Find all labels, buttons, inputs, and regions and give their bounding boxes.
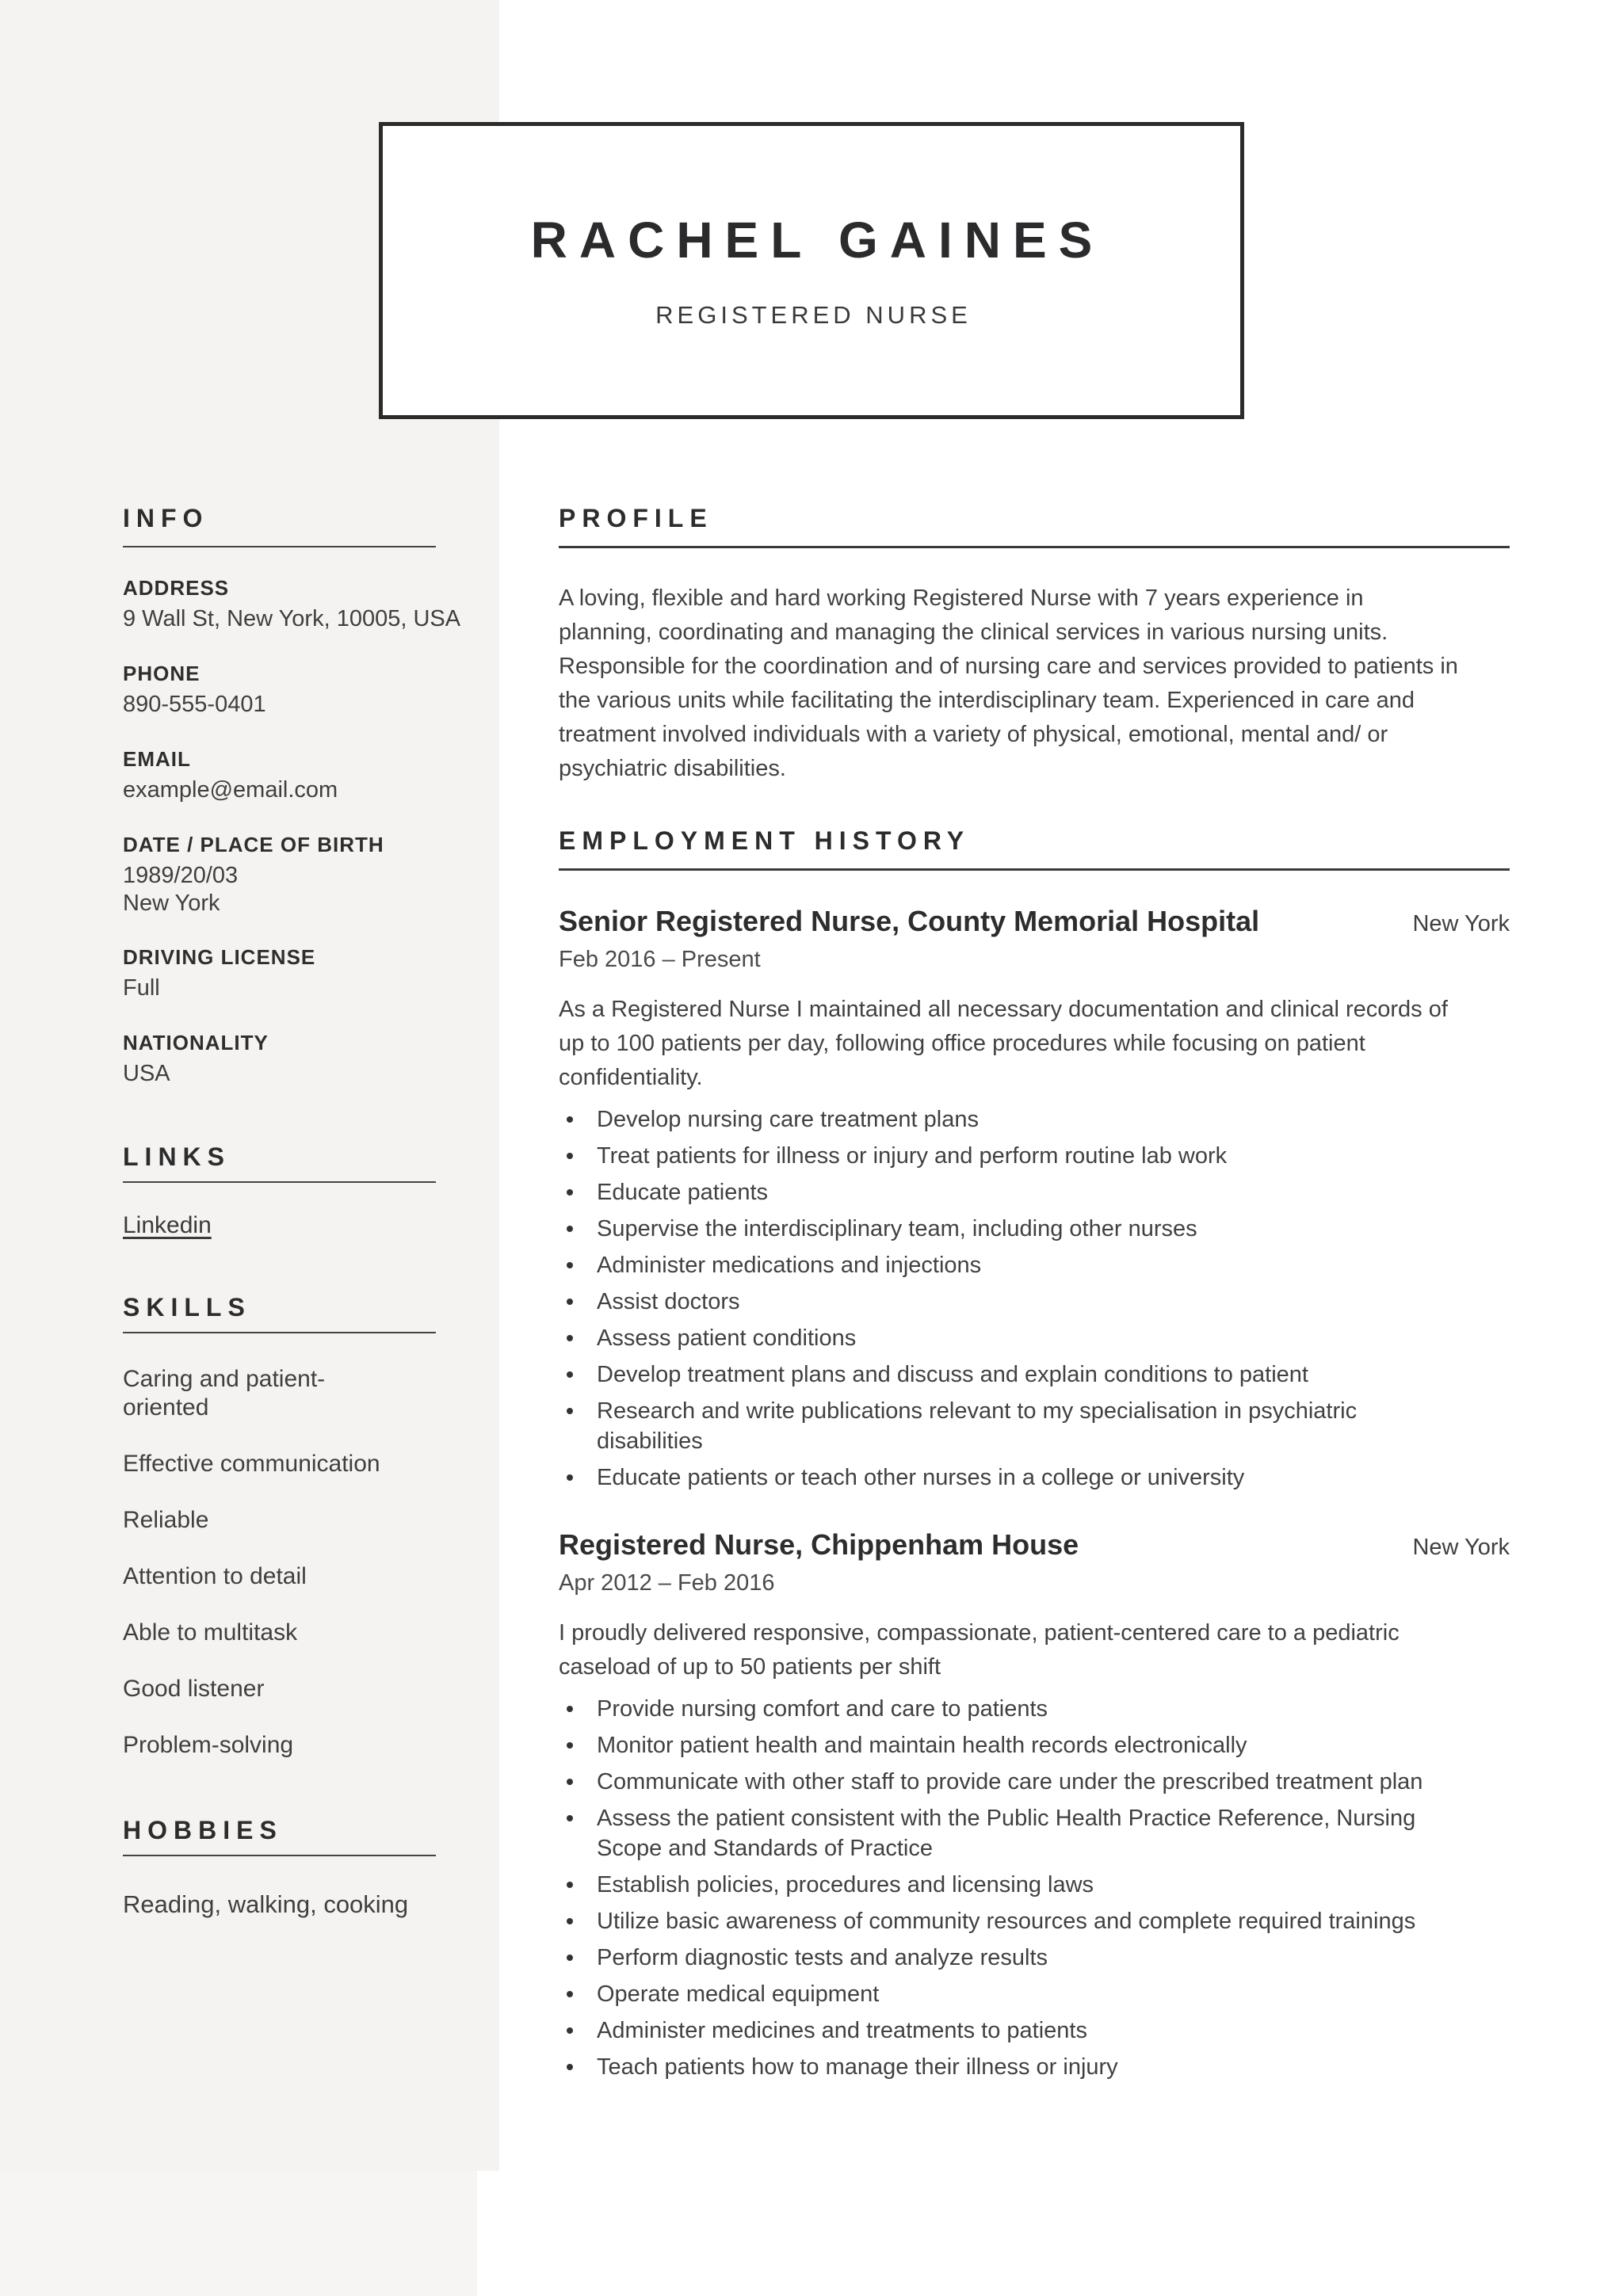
- job-location: New York: [1412, 1535, 1510, 1560]
- bullet-text: Assess patient conditions: [597, 1325, 857, 1351]
- bullet-text: Treat patients for illness or injury and perform routine lab work: [597, 1143, 1228, 1169]
- job-bullet-item: [559, 1870, 1510, 1900]
- bullet-text: Utilize basic awareness of community resources and complete required trainings: [597, 1909, 1416, 1934]
- bullet-text: Educate patients or teach other nurses in a college or university: [597, 1465, 1245, 1490]
- bullet-dot-icon: [567, 1991, 573, 1997]
- bullet-text: Provide nursing comfort and care to patients: [597, 1696, 1048, 1722]
- bullet-dot-icon: [567, 1742, 573, 1749]
- job-bullet-item: [559, 1463, 1510, 1493]
- bullet-dot-icon: [567, 1918, 573, 1924]
- linkedin-link[interactable]: Linkedin: [123, 1212, 212, 1238]
- profile-heading: PROFILE: [559, 504, 713, 532]
- info-field-value: New York: [123, 891, 220, 916]
- info-field: [123, 945, 436, 1002]
- skill-item: Caring and patient-oriented: [123, 1366, 326, 1421]
- job-bullet-item: [559, 1177, 1510, 1207]
- links-heading: LINKS: [123, 1142, 231, 1171]
- bullet-dot-icon: [567, 1299, 573, 1305]
- skill-item: Problem-solving: [123, 1732, 294, 1758]
- skill-item: Good listener: [123, 1676, 265, 1702]
- job-bullet-item: [559, 1287, 1510, 1317]
- bullet-dot-icon: [567, 1335, 573, 1341]
- bullet-text: Operate medical equipment: [597, 1981, 880, 2007]
- bullet-text: Supervise the interdisciplinary team, including other nurses: [597, 1216, 1197, 1241]
- job-bullet-item: [559, 1979, 1510, 2009]
- links-list: [123, 1183, 436, 1240]
- profile-text: A loving, flexible and hard working Registered Nurse with 7 years experience in planning, coordinating and managing the clinical services in various nursing units. Responsible for the coordination and of nursing care and services provided to patients in the various units while facilitating the interdisciplinary team. Experienced in care and treatment involved individuals with a variety of physical, emotional, mental and/ or psychiatric disabilities.: [559, 585, 1458, 781]
- bullet-text: Educate patients: [597, 1180, 769, 1205]
- info-field-value: 890-555-0401: [123, 692, 266, 717]
- bullet-dot-icon: [567, 1474, 573, 1481]
- info-field-value: USA: [123, 1061, 170, 1086]
- bullet-text: Develop nursing care treatment plans: [597, 1107, 979, 1132]
- job-bullet-item: [559, 1803, 1510, 1863]
- bullet-text: Develop treatment plans and discuss and explain conditions to patient: [597, 1362, 1308, 1387]
- section-skills: [123, 1294, 436, 1760]
- job-bullet-item: [559, 1767, 1510, 1797]
- info-field-label: EMAIL: [123, 747, 191, 771]
- job-location: New York: [1412, 911, 1510, 936]
- info-heading: INFO: [123, 504, 209, 532]
- skill-item: Attention to detail: [123, 1563, 307, 1589]
- job-bullet-item: [559, 1141, 1510, 1171]
- bullet-text: Assist doctors: [597, 1289, 740, 1314]
- info-field: [123, 576, 461, 633]
- section-info: [123, 504, 461, 1088]
- bullet-dot-icon: [567, 1371, 573, 1378]
- job-bullet-item: [559, 1943, 1510, 1973]
- bullet-text: Monitor patient health and maintain health records electronically: [597, 1733, 1247, 1758]
- name-box: [379, 122, 1244, 419]
- bullet-dot-icon: [567, 1116, 573, 1123]
- job-bullet-item: [559, 1360, 1510, 1390]
- section-employment: [559, 827, 1510, 2082]
- job: [559, 906, 1510, 1493]
- job-bullet-item: [559, 1323, 1510, 1353]
- job-bullet-list: [559, 1104, 1510, 1493]
- info-field-value: example@email.com: [123, 777, 338, 803]
- section-hobbies: [123, 1817, 436, 1920]
- hobbies-heading: HOBBIES: [123, 1816, 283, 1844]
- profile-divider: [559, 546, 1510, 548]
- job-header: [559, 1529, 1510, 1561]
- bullet-text: Administer medicines and treatments to patients: [597, 2018, 1087, 2043]
- info-field: [123, 662, 436, 719]
- bullet-dot-icon: [567, 1189, 573, 1196]
- info-field-label: ADDRESS: [123, 576, 230, 600]
- bullet-dot-icon: [567, 1955, 573, 1961]
- job-bullet-item: [559, 1396, 1510, 1456]
- info-fields: [123, 576, 461, 1088]
- info-field: [123, 1031, 436, 1088]
- job-header: [559, 906, 1510, 937]
- bullet-dot-icon: [567, 1408, 573, 1414]
- bullet-text: Perform diagnostic tests and analyze results: [597, 1945, 1048, 1970]
- bullet-dot-icon: [567, 2064, 573, 2070]
- job-summary: As a Registered Nurse I maintained all necessary documentation and clinical records of up to 100 patients per day, following office procedures while focusing on patient confidentiality.: [559, 997, 1448, 1090]
- skills-list: [123, 1365, 436, 1760]
- bullet-text: Teach patients how to manage their illness or injury: [597, 2054, 1118, 2080]
- job-bullet-item: [559, 1694, 1510, 1724]
- job-title: Registered Nurse, Chippenham House: [559, 1528, 1079, 1561]
- info-field: [123, 747, 436, 804]
- main-column: [559, 505, 1510, 2088]
- skills-heading: SKILLS: [123, 1293, 251, 1322]
- bullet-dot-icon: [567, 1226, 573, 1232]
- hobbies-text: Reading, walking, cooking: [123, 1890, 409, 1918]
- info-divider: [123, 546, 436, 547]
- skill-item: Effective communication: [123, 1451, 380, 1477]
- bullet-text: Administer medications and injections: [597, 1253, 982, 1278]
- job-bullet-item: [559, 1250, 1510, 1280]
- job-bullet-item: [559, 1104, 1510, 1135]
- job-bullet-item: [559, 1730, 1510, 1760]
- employment-heading: EMPLOYMENT HISTORY: [559, 826, 971, 855]
- bullet-text: Establish policies, procedures and licensing laws: [597, 1872, 1094, 1897]
- info-field-value: Full: [123, 975, 160, 1001]
- job-period: Apr 2012 – Feb 2016: [559, 1570, 775, 1596]
- job: [559, 1529, 1510, 2082]
- bullet-dot-icon: [567, 1706, 573, 1712]
- bullet-text: Communicate with other staff to provide care under the prescribed treatment plan: [597, 1769, 1423, 1794]
- bullet-text: Assess the patient consistent with the Public Health Practice Reference, Nursing Scope and Standards of Practice: [597, 1806, 1416, 1861]
- info-field-value: 9 Wall St, New York, 10005, USA: [123, 606, 461, 631]
- bullet-dot-icon: [567, 2027, 573, 2034]
- bullet-dot-icon: [567, 1262, 573, 1268]
- employment-divider: [559, 868, 1510, 871]
- person-title: REGISTERED NURSE: [655, 300, 972, 329]
- person-name: RACHEL GAINES: [530, 211, 1105, 269]
- job-bullet-item: [559, 2052, 1510, 2082]
- bullet-text: Research and write publications relevant to my specialisation in psychiatric disabilities: [597, 1398, 1358, 1454]
- sidebar: [123, 504, 461, 1920]
- jobs-container: [559, 906, 1510, 2082]
- job-bullet-list: [559, 1694, 1510, 2082]
- bullet-dot-icon: [567, 1779, 573, 1785]
- section-links: [123, 1143, 436, 1240]
- job-bullet-item: [559, 2016, 1510, 2046]
- bullet-dot-icon: [567, 1153, 573, 1159]
- job-bullet-item: [559, 1214, 1510, 1244]
- info-field-label: PHONE: [123, 662, 200, 685]
- bullet-dot-icon: [567, 1815, 573, 1821]
- info-field-label: DATE / PLACE OF BIRTH: [123, 833, 384, 856]
- hobbies-divider: [123, 1855, 436, 1856]
- info-field-value: 1989/20/03: [123, 863, 239, 888]
- section-profile: [559, 505, 1510, 786]
- info-field-label: DRIVING LICENSE: [123, 945, 316, 969]
- skills-divider: [123, 1332, 436, 1333]
- skill-item: Reliable: [123, 1507, 209, 1533]
- job-summary: I proudly delivered responsive, compassionate, patient-centered care to a pediatric caseload of up to 50 patients per shift: [559, 1620, 1400, 1680]
- bullet-dot-icon: [567, 1882, 573, 1888]
- job-title: Senior Registered Nurse, County Memorial Hospital: [559, 905, 1260, 937]
- bottom-left-background: [0, 2171, 477, 2296]
- info-field: [123, 833, 436, 917]
- job-period: Feb 2016 – Present: [559, 947, 761, 972]
- skill-item: Able to multitask: [123, 1619, 298, 1646]
- job-bullet-item: [559, 1906, 1510, 1936]
- info-field-label: NATIONALITY: [123, 1031, 269, 1055]
